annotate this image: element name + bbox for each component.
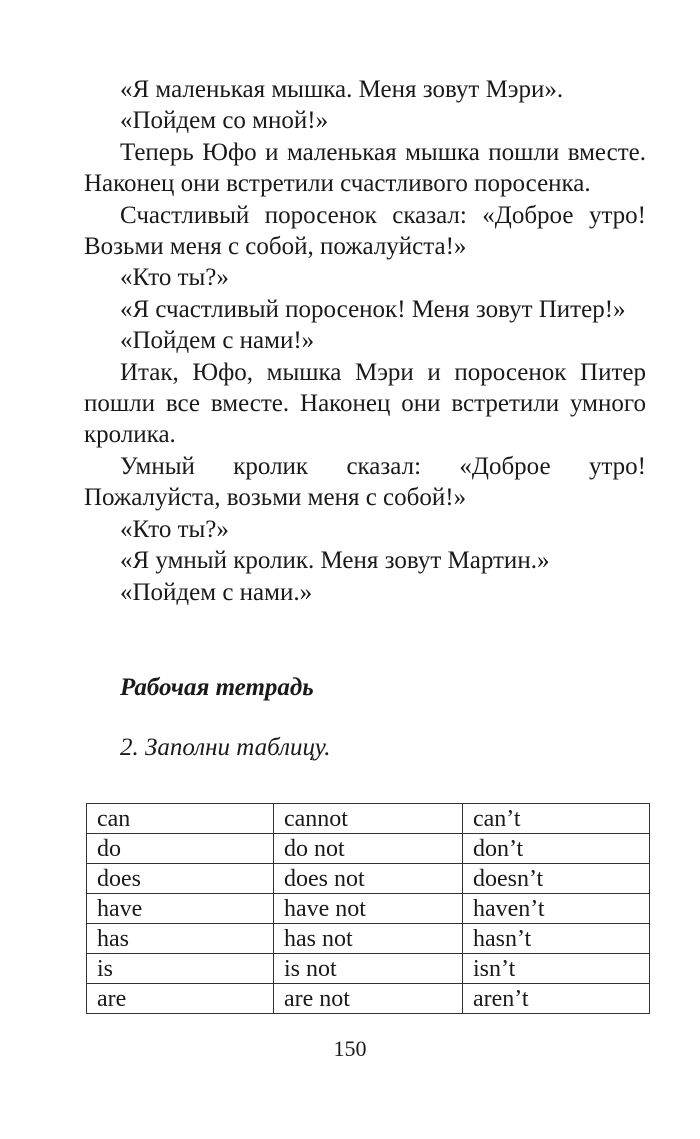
table-row [87, 804, 650, 834]
table-row [87, 864, 650, 894]
story-text [84, 74, 646, 608]
paragraph: «Пойдем с нами!» [120, 327, 315, 355]
table-cell: has not [274, 924, 463, 954]
table-cell: have not [274, 894, 463, 924]
paragraph: «Я умный кролик. Меня зовут Мартин.» [120, 547, 550, 575]
paragraph: «Кто ты?» [120, 264, 229, 292]
paragraph: Умный кролик сказал: «Доброе утро! Пожалуйста, возьми меня с собой!» [84, 452, 646, 512]
table-row [87, 984, 650, 1014]
table-cell: do not [274, 834, 463, 864]
paragraph: «Пойдем со мной!» [120, 107, 329, 135]
table-row [87, 924, 650, 954]
table-cell: does not [274, 864, 463, 894]
table-cell: isn’t [463, 954, 650, 984]
paragraph: Теперь Юфо и маленькая мышка пошли вместе. Наконец они встретили счастливого поросенка. [84, 138, 646, 198]
table-cell: doesn’t [463, 864, 650, 894]
table-cell: haven’t [463, 894, 650, 924]
table-cell: have [87, 894, 274, 924]
table-cell: has [87, 924, 274, 954]
table-cell: aren’t [463, 984, 650, 1014]
task-instruction: 2. Заполни таблицу. [120, 734, 331, 761]
table-cell: do [87, 834, 274, 864]
table-cell: does [87, 864, 274, 894]
section-title: Рабочая тетрадь [120, 674, 314, 701]
paragraph: «Я счастливый поросенок! Меня зовут Питер!» [120, 295, 626, 323]
paragraph: «Я маленькая мышка. Меня зовут Мэри». [120, 76, 564, 103]
paragraph: «Кто ты?» [120, 515, 229, 543]
table-cell: don’t [463, 834, 650, 864]
verb-forms-table [86, 803, 650, 1014]
table-cell: can [87, 804, 274, 834]
table-cell: are not [274, 984, 463, 1014]
table-cell: is not [274, 954, 463, 984]
table-cell: cannot [274, 804, 463, 834]
table-cell: is [87, 954, 274, 984]
paragraph: Итак, Юфо, мышка Мэри и поросенок Питер пошли все вместе. Наконец они встретили умного кролика. [84, 358, 646, 449]
table-cell: hasn’t [463, 924, 650, 954]
table-row [87, 894, 650, 924]
page-number: 150 [333, 1036, 367, 1061]
table-cell: are [87, 984, 274, 1014]
table-cell: can’t [463, 804, 650, 834]
table-row [87, 834, 650, 864]
paragraph: «Пойдем с нами.» [120, 578, 313, 606]
table-row [87, 954, 650, 984]
paragraph: Счастливый поросенок сказал: «Доброе утро! Возьми меня с собой, пожалуйста!» [84, 201, 646, 261]
